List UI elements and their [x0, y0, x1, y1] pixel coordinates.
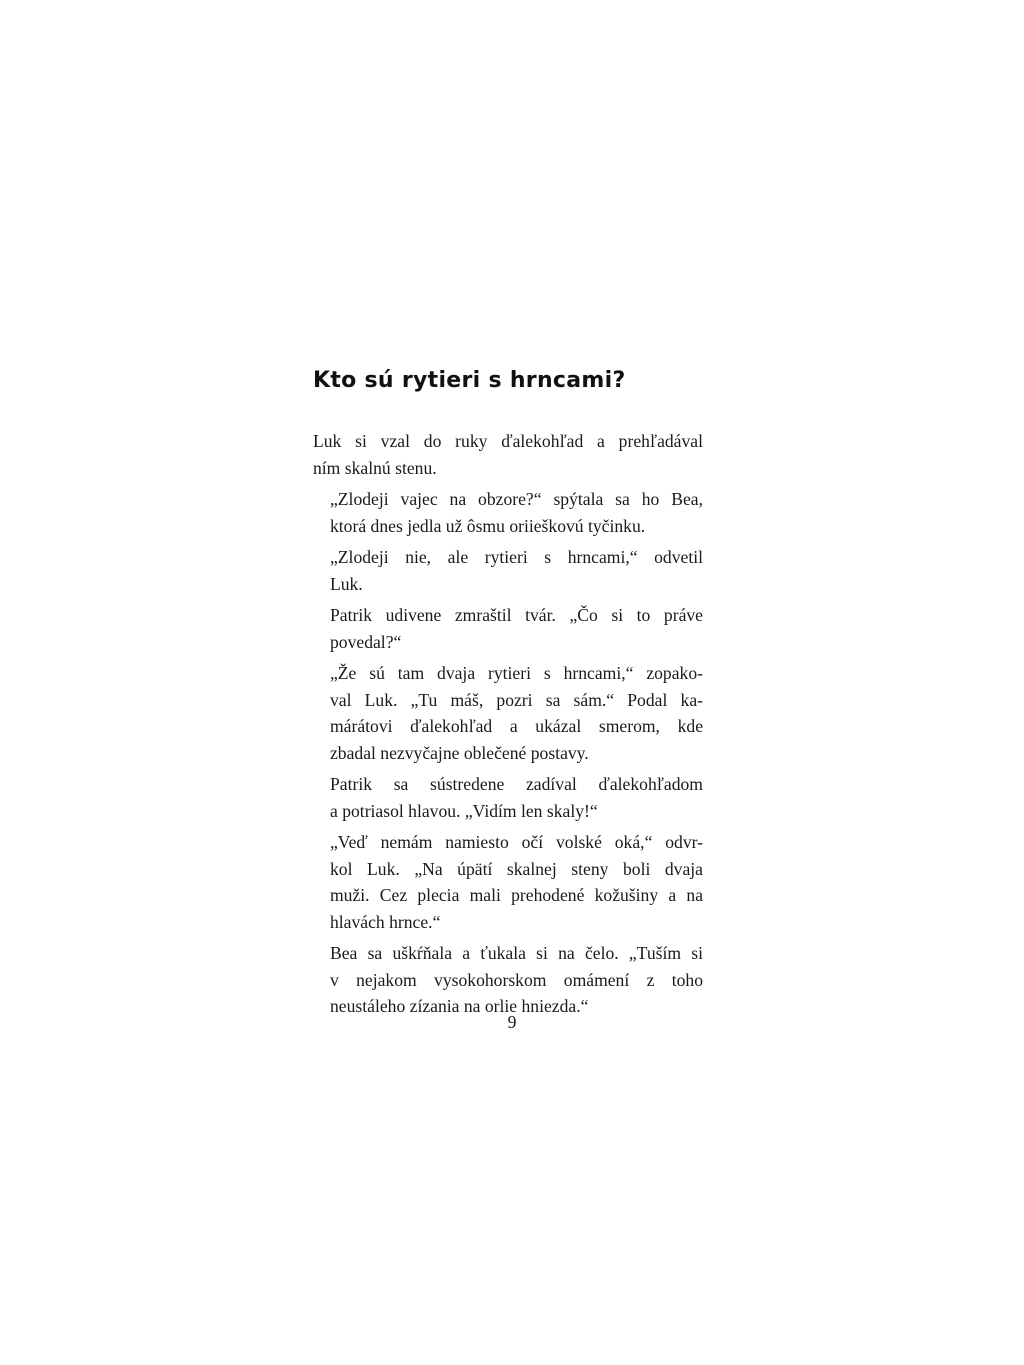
paragraph — [313, 940, 703, 1020]
text-line: neustáleho zízania na orlie hniezda.“ — [330, 996, 589, 1016]
paragraph — [313, 771, 703, 824]
text-line: zbadal nezvyčajne oblečené postavy. — [330, 742, 589, 763]
paragraph — [313, 486, 703, 539]
text-line: „Zlodeji vajec na obzore?“ spýtala sa ho Bea, — [330, 489, 703, 509]
text-line: „Že sú tam dvaja rytieri s hrncami,“ zopako- — [330, 663, 703, 683]
paragraph — [313, 660, 703, 766]
text-line: val Luk. „Tu máš, pozri sa sám.“ Podal ka- — [330, 689, 703, 710]
body-text — [313, 428, 703, 1025]
text-line: v nejakom vysokohorskom omámení z toho — [330, 969, 703, 990]
text-line: márátovi ďalekohľad a ukázal smerom, kde — [330, 716, 703, 736]
paragraph — [313, 428, 703, 481]
text-line: ktorá dnes jedla už ôsmu oriieškovú tyčinku. — [330, 515, 646, 536]
text-line: Bea sa uškŕňala a ťukala si na čelo. „Tuším si — [330, 943, 703, 963]
chapter-title: Kto sú rytieri s hrncami? — [313, 368, 626, 393]
text-line: muži. Cez plecia mali prehodené kožušiny a na — [330, 885, 703, 905]
text-line: Luk. — [330, 573, 363, 594]
text-line: a potriasol hlavou. „Vidím len skaly!“ — [330, 800, 598, 821]
text-line: „Veď nemám namiesto očí volské oká,“ odvr- — [330, 832, 703, 852]
text-line: „Zlodeji nie, ale rytieri s hrncami,“ odvetil — [330, 547, 703, 567]
paragraph — [313, 602, 703, 655]
text-line: Patrik udivene zmraštil tvár. „Čo si to práve — [330, 605, 703, 625]
text-line: ním skalnú stenu. — [313, 457, 437, 478]
text-line: kol Luk. „Na úpätí skalnej steny boli dvaja — [330, 858, 703, 879]
text-line: povedal?“ — [330, 631, 402, 652]
text-line: Patrik sa sústredene zadíval ďalekohľadom — [330, 774, 703, 794]
page-number: 9 — [507, 1012, 517, 1032]
text-line: Luk si vzal do ruky ďalekohľad a prehľadával — [313, 431, 703, 451]
paragraph — [313, 829, 703, 935]
text-line: hlavách hrnce.“ — [330, 911, 441, 932]
paragraph — [313, 544, 703, 597]
